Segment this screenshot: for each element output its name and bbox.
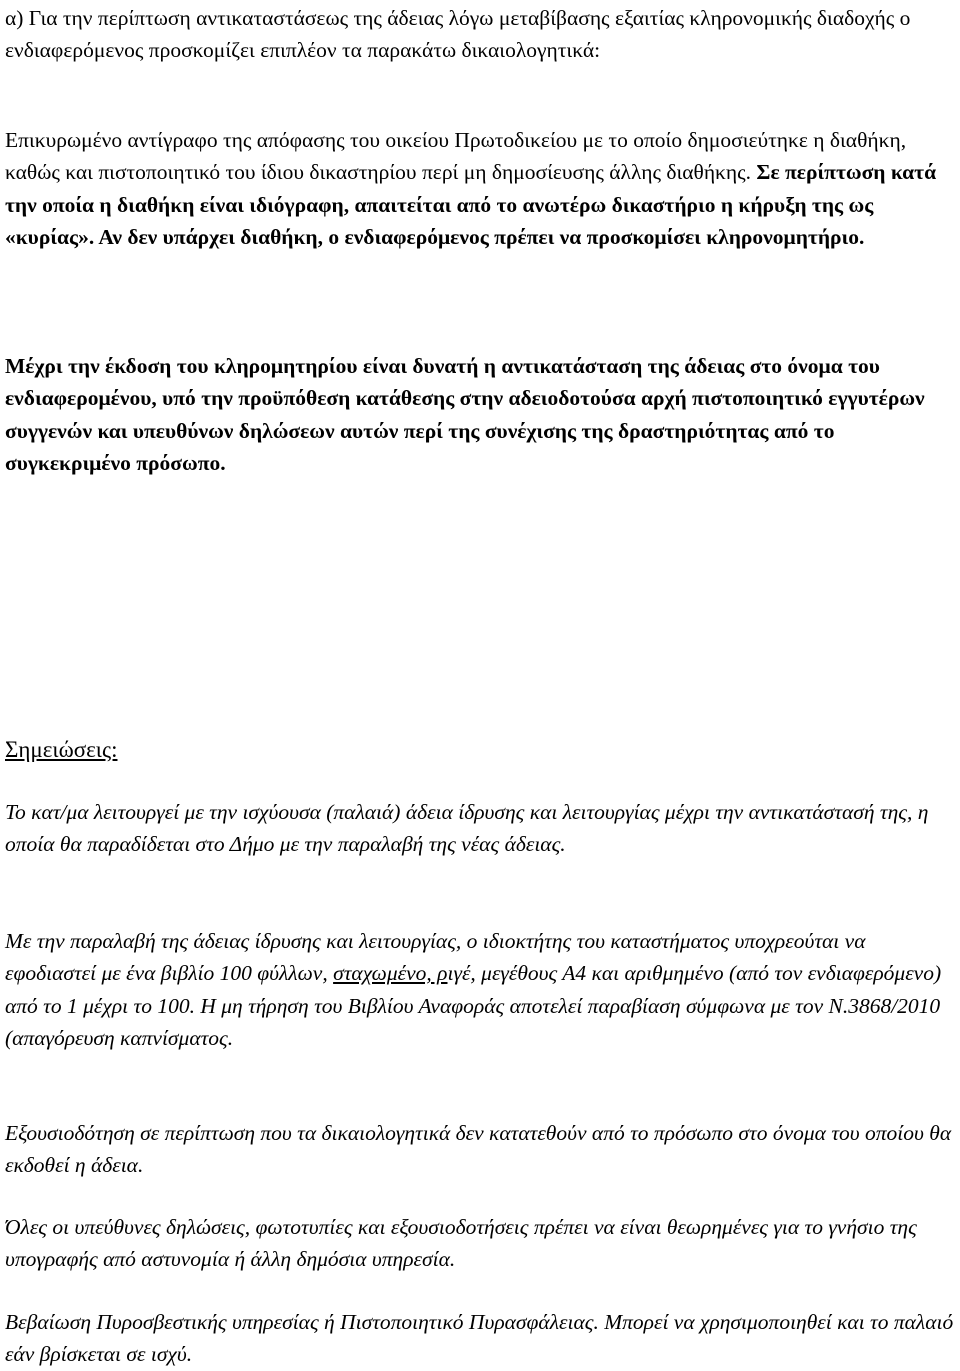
note-certified-declarations: Όλες οι υπεύθυνες δηλώσεις, φωτοτυπίες και εξουσιοδοτήσεις πρέπει να είναι θεωρημένες για το γνήσιο της υπογραφής από αστυνομία ή άλλη δημόσια υπηρεσία.	[5, 1215, 917, 1272]
note-reference-book	[5, 925, 955, 1054]
paragraph-court-documents	[5, 124, 955, 253]
note-authorization: Εξουσιοδότηση σε περίπτωση που τα δικαιολογητικά δεν κατατεθούν από το πρόσωπο στο όνομα του οποίου θα εκδοθεί η άδεια.	[5, 1121, 952, 1178]
reference-book-text-start: Με την παραλαβή της άδειας ίδρυσης και λειτουργίας, ο ιδιοκτήτης του καταστήματος υποχρεούται να εφοδιαστεί με ένα βιβλίο 100 φύλλων,	[5, 929, 866, 986]
note-old-license: Το κατ/μα λειτουργεί με την ισχύουσα (παλαιά) άδεια ίδρυσης και λειτουργίας μέχρι την αντικατάστασή της, η οποία θα παραδίδεται στο Δήμο με την παραλαβή της νέας άδειας.	[5, 800, 929, 857]
paragraph-inheritance-intro: α) Για την περίπτωση αντικαταστάσεως της άδειας λόγω μεταβίβασης εξαιτίας κληρονομικής διαδοχής ο ενδιαφερόμενος προσκομίζει επιπλέον τα παρακάτω δικαιολογητικά:	[5, 6, 911, 63]
reference-book-underlined: σταχωμένο, ρ	[333, 961, 448, 986]
holographic-will-text: Σε περίπτωση κατά την οποία η διαθήκη είναι ιδιόγραφη, απαιτείται από το ανωτέρω δικαστήριο η κήρυξη της ως «κυρίας». Αν δεν υπάρχει διαθήκη, ο ενδιαφερόμενος πρέπει να προσκομίσει κληρονομητήριο.	[5, 160, 937, 249]
notes-heading: Σημειώσεις:	[5, 737, 118, 762]
reference-book-text-end: ιγέ, μεγέθους Α4 και αριθμημένο (από τον ενδιαφερόμενο) από το 1 μέχρι το 100. Η μη τήρηση του Βιβλίου Αναφοράς αποτελεί παραβίαση σύμφωνα με τον Ν.3868/2010 (απαγόρευση καπνίσματος.	[5, 961, 942, 1050]
paragraph-interim-replacement: Μέχρι την έκδοση του κληρομητηρίου είναι δυνατή η αντικατάσταση της άδειας στο όνομα του ενδιαφερομένου, υπό την προϋπόθεση κατάθεσης στην αδειοδοτούσα αρχή πιστοποιητικό εγγυτέρων συγγενών και υπευθύνων δηλώσεων αυτών περί της συνέχισης της δραστηριότητας από το συγκεκριμένο πρόσωπο.	[5, 354, 925, 475]
note-fire-certificate: Βεβαίωση Πυροσβεστικής υπηρεσίας ή Πιστοποιητικό Πυρασφάλειας. Μπορεί να χρησιμοποιηθεί και το παλαιό εάν βρίσκεται σε ισχύ.	[5, 1310, 954, 1367]
court-documents-text: Επικυρωμένο αντίγραφο της απόφασης του οικείου Πρωτοδικείου με το οποίο δημοσιεύτηκε η διαθήκη, καθώς και πιστοποιητικό του ίδιου δικαστηρίου περί μη δημοσίευσης άλλης διαθήκης.	[5, 128, 907, 185]
